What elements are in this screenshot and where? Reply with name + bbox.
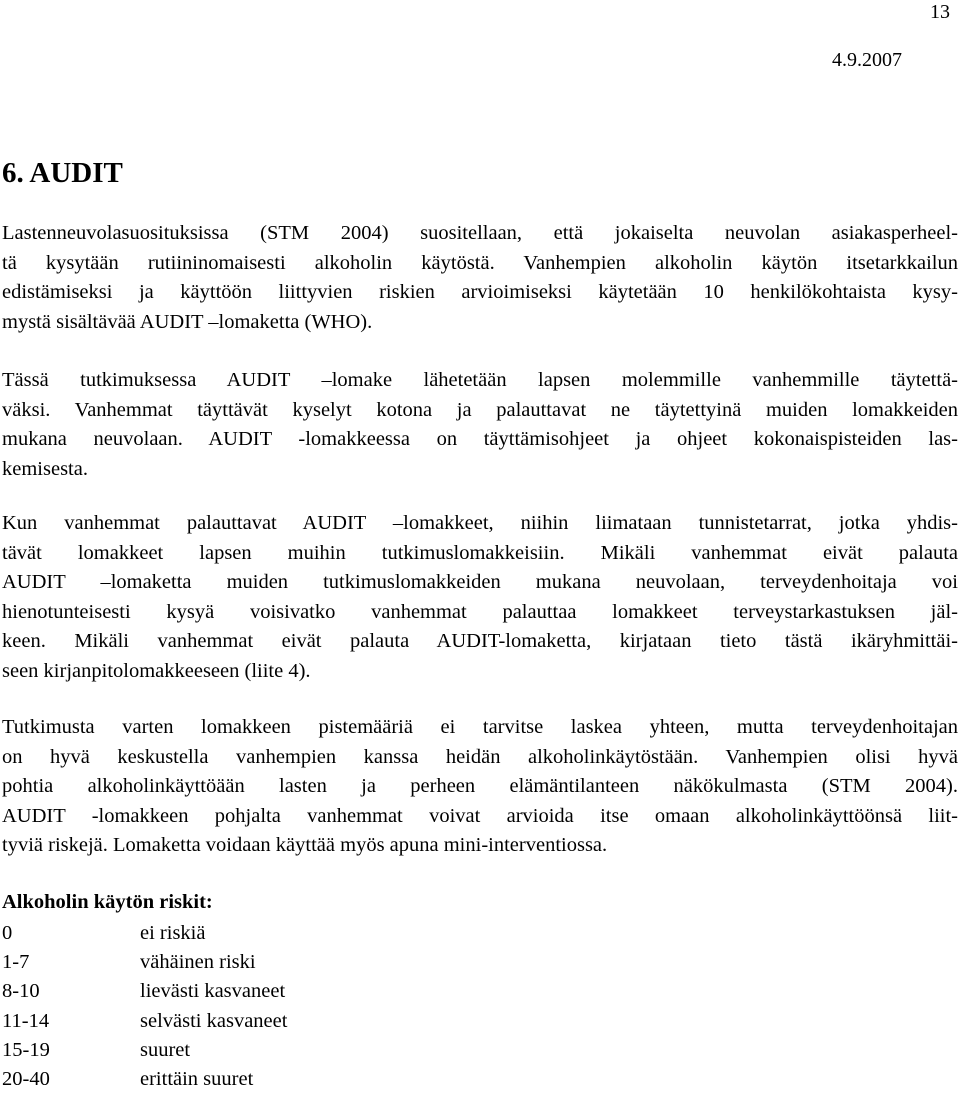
section-heading: 6. AUDIT bbox=[2, 157, 123, 189]
paragraph-line: AUDIT -lomakkeen pohjalta vanhemmat voivat arvioida itse omaan alkoholinkäyttöönsä liit- bbox=[2, 804, 958, 827]
risk-range: 15-19 bbox=[2, 1038, 50, 1061]
paragraph-line: pohtia alkoholinkäyttöään lasten ja perheen elämäntilanteen näkökulmasta (STM 2004). bbox=[2, 775, 958, 797]
risk-label: selvästi kasvaneet bbox=[140, 1009, 288, 1032]
risk-heading: Alkoholin käytön riskit: bbox=[2, 891, 213, 913]
risk-range: 20-40 bbox=[2, 1068, 50, 1091]
risk-range: 0 bbox=[2, 922, 13, 944]
paragraph-line: Kun vanhemmat palauttavat AUDIT –lomakkeet, niihin liimataan tunnistetarrat, jotka yhdis- bbox=[2, 512, 958, 534]
paragraph-line: on hyvä keskustella vanhempien kanssa heidän alkoholinkäytöstään. Vanhempien olisi hyvä bbox=[2, 745, 958, 768]
paragraph-line: Tutkimusta varten lomakkeen pistemääriä ei tarvitse laskea yhteen, mutta terveydenhoitajan bbox=[2, 716, 958, 738]
risk-range: 11-14 bbox=[2, 1009, 50, 1032]
risk-list bbox=[2, 919, 287, 1094]
paragraph-line: seen kirjanpitolomakkeeseen (liite 4). bbox=[2, 659, 311, 682]
risk-row bbox=[2, 1036, 287, 1065]
risk-row bbox=[2, 1007, 287, 1036]
paragraph-method bbox=[2, 366, 958, 484]
paragraph-line: kemisesta. bbox=[2, 457, 88, 480]
risk-range: 8-10 bbox=[2, 980, 40, 1003]
risk-label: suuret bbox=[140, 1038, 191, 1061]
page-number: 13 bbox=[930, 1, 950, 23]
paragraph-intro bbox=[2, 219, 958, 337]
paragraph-line: tyviä riskejä. Lomaketta voidaan käyttää myös apuna mini-interventiossa. bbox=[2, 834, 608, 856]
paragraph-line: Tässä tutkimuksessa AUDIT –lomake lähetetään lapsen molemmille vanhemmille täytettä- bbox=[2, 369, 958, 391]
paragraph-line: AUDIT –lomaketta muiden tutkimuslomakkeiden mukana neuvolaan, terveydenhoitaja voi bbox=[2, 571, 958, 593]
risk-label: lievästi kasvaneet bbox=[140, 980, 286, 1003]
risk-label: ei riskiä bbox=[140, 922, 206, 944]
paragraph-line: mystä sisältävää AUDIT –lomaketta (WHO). bbox=[2, 310, 373, 333]
paragraph-line: tävät lomakkeet lapsen muihin tutkimuslomakkeisiin. Mikäli vanhemmat eivät palauta bbox=[2, 541, 958, 564]
risk-row bbox=[2, 977, 287, 1006]
paragraph-line: väksi. Vanhemmat täyttävät kyselyt kotona ja palauttavat ne täytettyinä muiden lomakkeiden bbox=[2, 398, 958, 421]
document-date: 4.9.2007 bbox=[832, 49, 902, 71]
paragraph-line: mukana neuvolaan. AUDIT -lomakkeessa on täyttämisohjeet ja ohjeet kokonaispisteiden las- bbox=[2, 428, 958, 450]
risk-label: erittäin suuret bbox=[140, 1068, 254, 1091]
paragraph-discussion bbox=[2, 713, 958, 861]
risk-label: vähäinen riski bbox=[140, 951, 256, 974]
risk-range: 1-7 bbox=[2, 951, 30, 974]
paragraph-return bbox=[2, 509, 958, 686]
risk-row bbox=[2, 919, 287, 948]
risk-row bbox=[2, 948, 287, 977]
paragraph-line: tä kysytään rutiininomaisesti alkoholin käytöstä. Vanhempien alkoholin käytön itsetarkkailun bbox=[2, 251, 958, 274]
paragraph-line: Lastenneuvolasuosituksissa (STM 2004) suositellaan, että jokaiselta neuvolan asiakasperheel- bbox=[2, 222, 958, 244]
risk-row bbox=[2, 1065, 287, 1094]
paragraph-line: hienotunteisesti kysyä voisivatko vanhemmat palauttaa lomakkeet terveystarkastuksen jäl- bbox=[2, 600, 958, 623]
paragraph-line: edistämiseksi ja käyttöön liittyvien riskien arvioimiseksi käytetään 10 henkilökohtaista kysy- bbox=[2, 281, 958, 303]
paragraph-line: keen. Mikäli vanhemmat eivät palauta AUDIT-lomaketta, kirjataan tieto tästä ikäryhmittäi- bbox=[2, 630, 958, 652]
